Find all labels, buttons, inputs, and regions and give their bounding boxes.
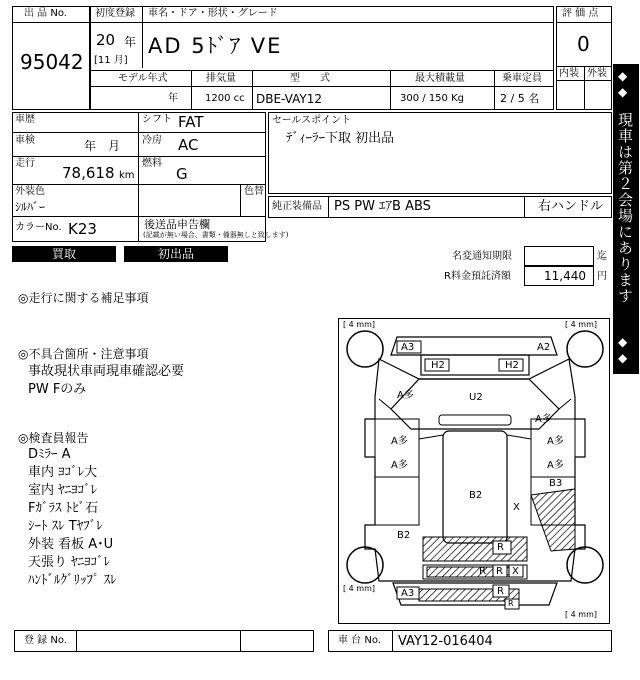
sales-point-value: ﾃﾞｨｰﾗｰ下取 初出品 [286, 131, 395, 146]
color-change-label: 色替 [244, 186, 264, 197]
inspector-line-2: 車内 ﾖｺﾞﾚ大 [28, 465, 98, 480]
capacity-label: 乗車定員 [502, 73, 542, 84]
mileage-unit: km [119, 170, 135, 181]
model-label: 車名・ドア・形状・グレード [148, 8, 278, 19]
color-no-value: K23 [68, 220, 97, 238]
lot-number: 95042 [20, 50, 84, 74]
mark-x-rear-panel: X [512, 566, 519, 577]
equipment-label: 純正装備品 [272, 201, 322, 212]
history-label: 車歴 [15, 114, 35, 125]
banner-diamond-top: ◆ [618, 69, 628, 83]
fuel-value: G [176, 165, 188, 183]
type-label: 型 式 [290, 73, 330, 84]
windshield [439, 415, 511, 425]
door-left-rear [375, 477, 419, 525]
inspector-line-8: ﾊﾝﾄﾞﾙｸﾞﾘｯﾌﾟ ｽﾚ [28, 573, 117, 588]
name-change-box [524, 246, 594, 266]
chassis-number: VAY12-016404 [398, 634, 493, 649]
sales-point-label: セールスポイント [272, 115, 352, 126]
steering-value: 右ハンドル [538, 199, 604, 214]
inspector-line-6: 外装 看板 A･U [28, 537, 114, 552]
ext-color-label: 外装色 [15, 186, 45, 197]
wheel-front-right [567, 331, 603, 367]
interior-label: 内装 [559, 68, 579, 79]
name-change-suffix: 迄 [597, 251, 607, 262]
month-value: [11 月] [94, 55, 128, 66]
score-value: 0 [577, 32, 590, 56]
mark-a-many-right-1: A多 [547, 436, 564, 447]
mark-b2-rear-left: B2 [397, 530, 411, 541]
ext-color-value: ｼﾙﾊﾞｰ [15, 200, 46, 214]
mark-a2-front: A2 [537, 342, 551, 353]
banner-diamond-bottom: ◆ [618, 335, 628, 349]
defect-line-2: PW Fのみ [28, 382, 87, 397]
mark-r-rear-bumper-2: R [508, 599, 514, 608]
banner-text: 現車は第２会場にあります [616, 112, 634, 304]
ac-label: 冷房 [142, 135, 162, 146]
first-reg-label: 初度登録 [95, 8, 135, 19]
rear-right-quarter-damage [531, 489, 575, 551]
mark-a3-front: A3 [401, 342, 415, 353]
mark-b2-roof: B2 [469, 490, 483, 501]
type-code: DBE-VAY12 [256, 92, 322, 106]
mark-a-many-left-1: A多 [391, 436, 408, 447]
mark-a3-rear-bumper: A3 [401, 588, 415, 599]
driving-notes-title: ◎走行に関する補足事項 [18, 291, 149, 305]
model-year-label: モデル年式 [118, 73, 168, 84]
inspector-line-4: Fｶﾞﾗｽ ﾄﾋﾞ石 [28, 501, 99, 516]
inspector-line-5: ｼｰﾄ ｽﾚ Tﾔﾌﾞﾚ [28, 519, 103, 534]
defect-notes-title: ◎不具合箇所・注意事項 [18, 347, 149, 361]
inspection-value: 年 月 [84, 139, 121, 153]
mark-h2-left: H2 [431, 360, 445, 371]
name-change-label: 名変通知期限 [452, 251, 512, 262]
car-name: AD 5ﾄﾞｱ VE [148, 34, 283, 58]
recycle-label: R料金預託済額 [444, 271, 511, 282]
model-year-unit: 年 [168, 93, 178, 104]
wheel-front-left [347, 331, 383, 367]
inspector-line-1: Dﾐﾗｰ A [28, 447, 71, 462]
banner-diamond-bottom2: ◆ [618, 351, 628, 365]
first-listing-tag: 初出品 [124, 246, 228, 262]
ac-value: AC [178, 136, 199, 154]
tire-depth-rear-left: [ 4 mm] [343, 584, 376, 593]
mark-r-rear-bumper-1: R [497, 586, 504, 597]
equipment-value: PS PW ｴｱB ABS [334, 199, 431, 214]
max-load-value: 300 / 150 Kg [400, 93, 464, 104]
mark-u2-hood: U2 [469, 392, 483, 403]
purchase-tag: 買取 [12, 246, 116, 262]
max-load-label: 最大積載量 [415, 73, 465, 84]
mark-a-many-front-right: A多 [535, 414, 552, 425]
tire-depth-front-left: [ 4 mm] [343, 320, 376, 329]
defect-line-1: 事故現状車両現車確認必要 [28, 364, 185, 379]
car-diagram [338, 318, 610, 624]
mileage-value: 78,618 [62, 164, 115, 182]
recycle-amount: 11,440 [544, 269, 586, 283]
recycle-unit: 円 [597, 271, 607, 282]
late-filing-note: (記載が無い場合、書類・備器無しと致します) [143, 231, 289, 239]
tire-depth-rear-right: [ 4 mm] [565, 610, 598, 619]
capacity-value: 2 / 5 名 [500, 92, 540, 105]
inspector-line-3: 室内 ﾔﾆﾖｺﾞﾚ [28, 483, 98, 498]
mark-a-many-right-2: A多 [547, 460, 564, 471]
shift-value: FAT [178, 113, 204, 131]
mark-h2-right: H2 [505, 360, 519, 371]
tire-depth-front-right: [ 4 mm] [565, 320, 598, 329]
mileage-label: 走行 [15, 158, 35, 169]
mark-x-rear: X [513, 502, 520, 513]
score-label: 評 価 点 [562, 8, 599, 19]
inspection-label: 車検 [15, 135, 35, 146]
reg-no-label: 登 録 No. [24, 635, 67, 646]
inspector-line-7: 天張り ﾔﾆﾖｺﾞﾚ [28, 555, 111, 570]
inspector-notes-title: ◎検査員報告 [18, 431, 89, 445]
hood [391, 379, 559, 429]
mark-r-back-door: R [497, 542, 504, 553]
mark-r-rear-panel-1: R [496, 566, 503, 577]
roof [443, 431, 507, 543]
color-no-label: カラーNo. [15, 222, 62, 233]
mark-r-rear-extra: R [479, 566, 486, 577]
year-value: 20 [96, 31, 116, 49]
shift-label: シフト [142, 114, 172, 125]
displacement-label: 排気量 [206, 73, 236, 84]
mark-a-many-left-2: A多 [391, 460, 408, 471]
banner-diamond-top2: ◆ [618, 85, 628, 99]
exterior-label: 外装 [587, 68, 607, 79]
chassis-label: 車 台 No. [338, 635, 381, 646]
late-filing-label: 後送品申告欄 [144, 218, 210, 231]
fuel-label: 燃料 [142, 158, 162, 169]
year-unit: 年 [124, 35, 137, 49]
lot-label: 出 品 No. [24, 8, 67, 19]
displacement-value: 1200 cc [205, 93, 245, 104]
mark-a-many-front-left: A多 [397, 390, 414, 401]
mark-b3-rear-right: B3 [549, 478, 563, 489]
